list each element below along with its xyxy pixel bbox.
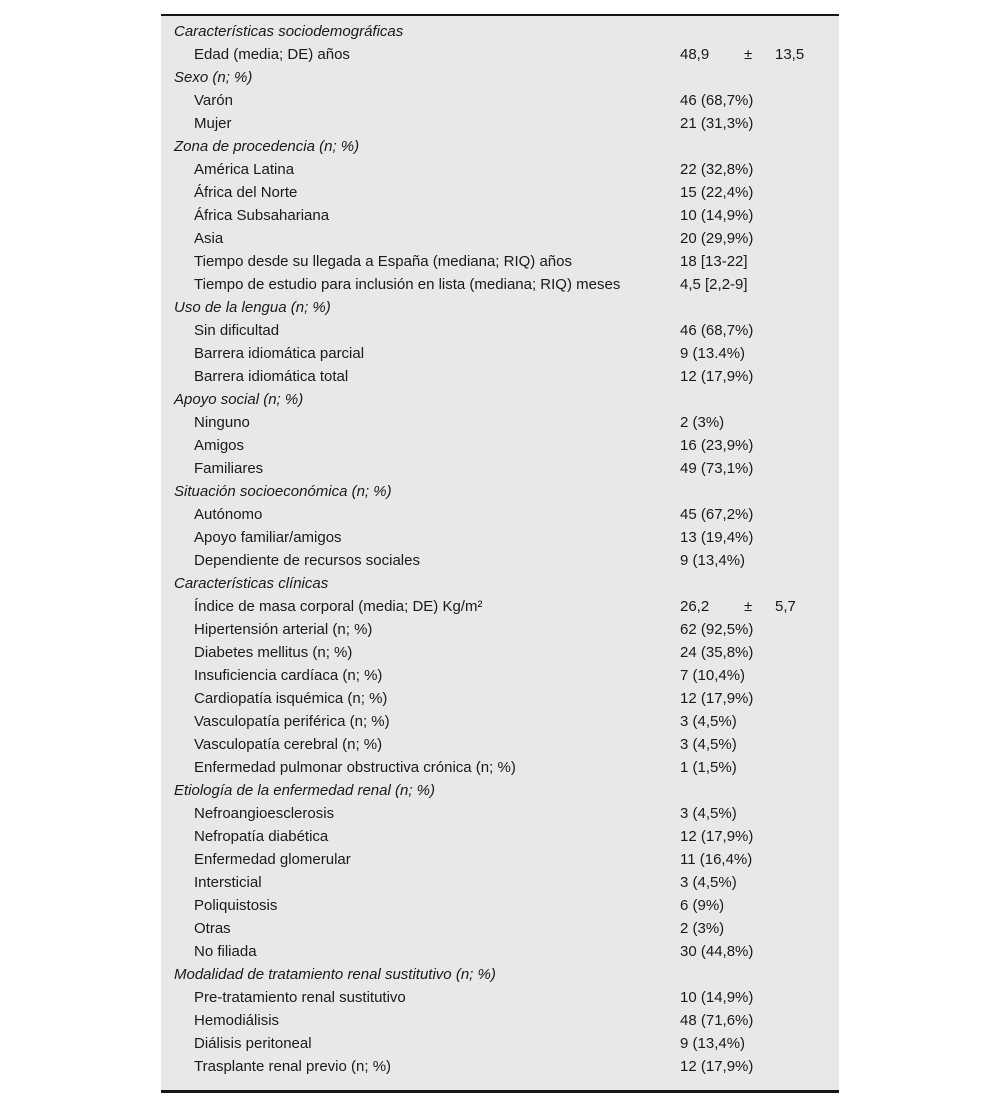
section-header-row [161,572,839,595]
row-value: 3 (4,5%) [680,874,737,891]
table-row [161,710,839,733]
row-value: 62 (92,5%) [680,621,754,638]
row-label: Edad (media; DE) años [194,46,350,63]
section-header-row [161,20,839,43]
table-row [161,848,839,871]
row-label: África Subsahariana [194,207,330,224]
table-row [161,618,839,641]
row-value: 10 (14,9%) [680,989,754,1006]
row-label: Otras [194,920,231,937]
section-header-label: Características clínicas [174,575,329,592]
row-label: Poliquistosis [194,897,278,914]
row-label: Mujer [194,115,232,132]
table-row [161,365,839,388]
row-label: Hemodiálisis [194,1012,280,1029]
row-label: Enfermedad glomerular [194,851,351,868]
row-value: 12 (17,9%) [680,368,754,385]
row-value: 3 (4,5%) [680,713,737,730]
table-row [161,112,839,135]
row-value [680,595,796,618]
row-value: 12 (17,9%) [680,828,754,845]
row-label: Trasplante renal previo (n; %) [194,1058,392,1075]
section-header-label: Situación socioeconómica (n; %) [174,483,392,500]
plus-minus-symbol: ± [744,598,753,615]
row-label: Nefroangioesclerosis [194,805,335,822]
row-value: 3 (4,5%) [680,805,737,822]
row-value-sd: 13,5 [775,46,805,63]
row-value-sd: 5,7 [775,598,796,615]
row-label: No filiada [194,943,257,960]
row-label: Amigos [194,437,245,454]
row-label: Hipertensión arterial (n; %) [194,621,373,638]
table-row [161,204,839,227]
table-row [161,917,839,940]
row-value [680,43,804,66]
row-value: 12 (17,9%) [680,1058,754,1075]
table-row [161,825,839,848]
section-header-label: Etiología de la enfermedad renal (n; %) [174,782,435,799]
table-row [161,181,839,204]
row-label: Intersticial [194,874,262,891]
row-value-mean: 48,9 [680,46,710,63]
row-label: Tiempo de estudio para inclusión en lista (mediana; RIQ) meses [194,276,621,293]
row-value: 45 (67,2%) [680,506,754,523]
section-header-row [161,963,839,986]
row-value: 11 (16,4%) [680,851,753,868]
row-label: Enfermedad pulmonar obstructiva crónica (n; %) [194,759,516,776]
row-value: 49 (73,1%) [680,460,754,477]
table-row [161,894,839,917]
table-row [161,43,839,66]
table-row [161,319,839,342]
table-row [161,1009,839,1032]
table-row [161,549,839,572]
table-row [161,756,839,779]
row-value: 9 (13.4%) [680,345,746,362]
row-value: 20 (29,9%) [680,230,754,247]
row-value: 46 (68,7%) [680,322,754,339]
table-row [161,871,839,894]
section-header-row [161,779,839,802]
section-header-row [161,66,839,89]
row-label: Nefropatía diabética [194,828,329,845]
row-label: Insuficiencia cardíaca (n; %) [194,667,383,684]
row-label: Asia [194,230,224,247]
row-value: 12 (17,9%) [680,690,754,707]
row-value: 2 (3%) [680,414,725,431]
table-row [161,227,839,250]
row-value: 46 (68,7%) [680,92,754,109]
table-row [161,595,839,618]
table-row [161,158,839,181]
row-value: 10 (14,9%) [680,207,754,224]
row-label: Apoyo familiar/amigos [194,529,342,546]
row-label: Varón [194,92,233,109]
row-value: 22 (32,8%) [680,161,754,178]
row-label: Barrera idiomática total [194,368,349,385]
row-value: 13 (19,4%) [680,529,754,546]
table-row [161,526,839,549]
row-label: América Latina [194,161,295,178]
row-label: Pre-tratamiento renal sustitutivo [194,989,406,1006]
table-row [161,664,839,687]
row-value: 21 (31,3%) [680,115,754,132]
section-header-row [161,388,839,411]
row-label: Vasculopatía cerebral (n; %) [194,736,383,753]
row-value: 3 (4,5%) [680,736,737,753]
row-value: 30 (44,8%) [680,943,754,960]
row-label: Diálisis peritoneal [194,1035,312,1052]
row-value: 1 (1,5%) [680,759,737,776]
section-header-label: Apoyo social (n; %) [174,391,304,408]
table-row [161,503,839,526]
section-header-label: Características sociodemográficas [174,23,404,40]
table-body [161,16,839,1090]
row-value: 7 (10,4%) [680,667,746,684]
table-row [161,411,839,434]
row-label: Índice de masa corporal (media; DE) Kg/m² [194,598,483,615]
table-row [161,986,839,1009]
table-row [161,273,839,296]
row-value: 48 (71,6%) [680,1012,754,1029]
section-header-row [161,135,839,158]
row-label: Tiempo desde su llegada a España (mediana; RIQ) años [194,253,572,270]
row-value: 4,5 [2,2-9] [680,276,748,293]
section-header-row [161,296,839,319]
row-label: Familiares [194,460,264,477]
row-label: Dependiente de recursos sociales [194,552,420,569]
row-label: Vasculopatía periférica (n; %) [194,713,390,730]
table-bottom-rule [161,1090,839,1093]
row-value: 9 (13,4%) [680,1035,746,1052]
row-value: 15 (22,4%) [680,184,754,201]
row-label: Autónomo [194,506,263,523]
table-row [161,250,839,273]
section-header-label: Modalidad de tratamiento renal sustitutivo (n; %) [174,966,496,983]
row-label: Cardiopatía isquémica (n; %) [194,690,388,707]
table-row [161,1055,839,1078]
table-row [161,641,839,664]
table-row [161,342,839,365]
table-row [161,1032,839,1055]
section-header-row [161,480,839,503]
row-label: Ninguno [194,414,250,431]
row-label: Diabetes mellitus (n; %) [194,644,353,661]
row-value: 24 (35,8%) [680,644,754,661]
table-row [161,940,839,963]
table-row [161,434,839,457]
table-row [161,733,839,756]
table-row [161,802,839,825]
table-row [161,687,839,710]
row-value: 16 (23,9%) [680,437,754,454]
row-value: 9 (13,4%) [680,552,746,569]
characteristics-table [161,14,839,1093]
row-value: 18 [13-22] [680,253,748,270]
row-label: Barrera idiomática parcial [194,345,365,362]
section-header-label: Sexo (n; %) [174,69,253,86]
table-row [161,89,839,112]
table-row [161,457,839,480]
row-value: 2 (3%) [680,920,725,937]
section-header-label: Zona de procedencia (n; %) [174,138,360,155]
row-value: 6 (9%) [680,897,725,914]
section-header-label: Uso de la lengua (n; %) [174,299,331,316]
row-label: África del Norte [194,184,298,201]
row-value-mean: 26,2 [680,598,710,615]
plus-minus-symbol: ± [744,46,753,63]
row-label: Sin dificultad [194,322,280,339]
